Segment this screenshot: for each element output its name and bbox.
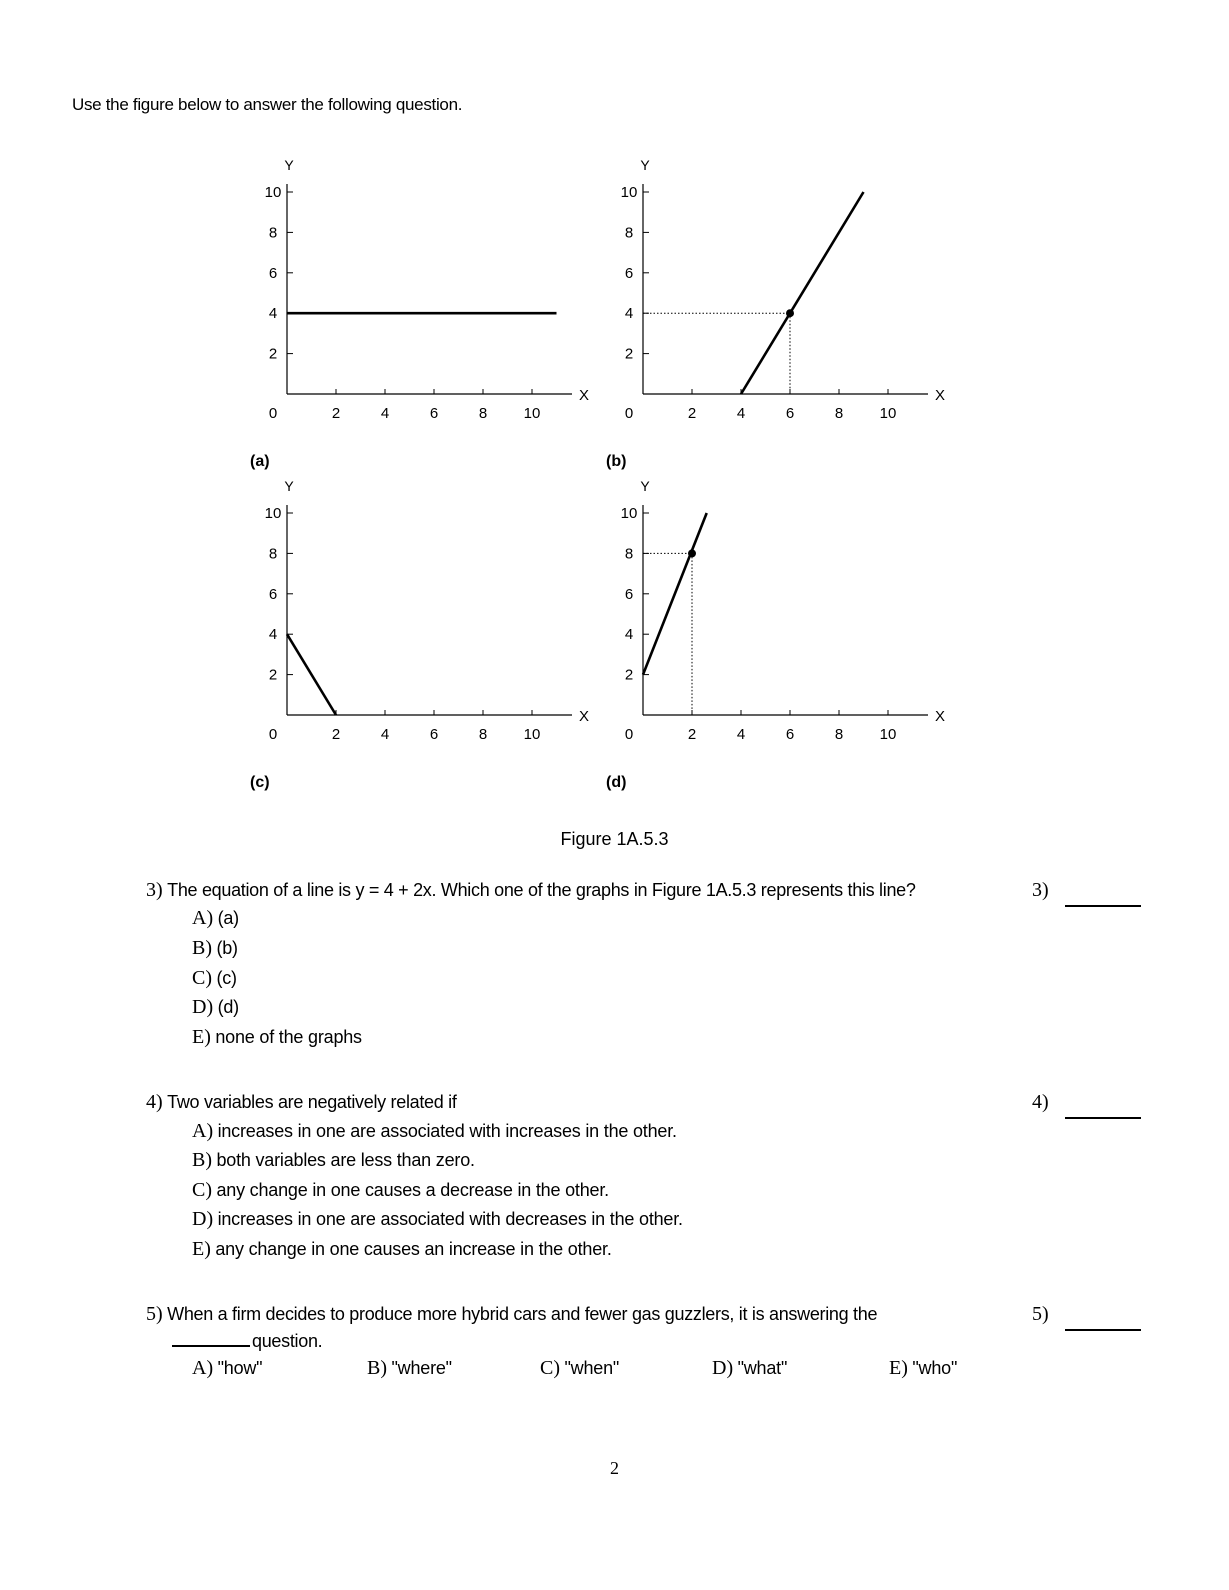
panel-label: (a) (250, 453, 270, 470)
option-a[interactable] (192, 1120, 677, 1143)
option-text: any change in one causes a decrease in the other. (216, 1180, 609, 1200)
option-letter: E) (192, 1026, 211, 1048)
x-tick-label: 8 (478, 405, 488, 422)
x-tick-label: 6 (429, 726, 439, 743)
y-tick-label: 8 (268, 224, 278, 242)
question-number: 4) (146, 1091, 163, 1113)
y-tick-label: 6 (624, 585, 634, 603)
option-text: increases in one are associated with decreases in the other. (217, 1209, 683, 1229)
x-tick-label: 6 (785, 726, 795, 743)
option-d[interactable] (192, 996, 239, 1019)
option-e[interactable] (889, 1357, 957, 1380)
y-tick-label: 4 (268, 305, 278, 323)
graph-panel-3 (250, 478, 589, 791)
option-letter: A) (192, 907, 214, 929)
x-tick-label: 4 (736, 405, 746, 422)
option-letter: B) (192, 1149, 212, 1171)
y-tick-label: 10 (264, 505, 282, 522)
y-tick-label: 8 (624, 545, 634, 563)
option-a[interactable] (192, 907, 239, 930)
x-axis-title: X (578, 387, 590, 404)
x-tick-label: 0 (268, 726, 278, 743)
graph-panel-1 (250, 157, 589, 470)
option-letter: D) (192, 996, 214, 1018)
option-letter: E) (889, 1357, 908, 1379)
y-tick-label: 4 (624, 305, 634, 323)
panel-label: (d) (606, 774, 627, 791)
answer-number: 5) (1032, 1303, 1049, 1325)
option-text: increases in one are associated with increases in the other. (217, 1121, 677, 1141)
answer-blank[interactable] (1065, 1329, 1141, 1331)
option-text: (a) (217, 908, 239, 928)
graph-panel-2 (606, 157, 945, 470)
highlight-point (688, 549, 696, 557)
highlight-point (786, 309, 794, 317)
option-letter: A) (192, 1357, 214, 1379)
option-text: "who" (912, 1358, 958, 1378)
option-c[interactable] (540, 1357, 619, 1380)
x-axis-title: X (934, 387, 946, 404)
series-line (741, 192, 864, 394)
y-tick-label: 6 (268, 264, 278, 282)
option-letter: B) (367, 1357, 387, 1379)
x-tick-label: 2 (687, 726, 697, 743)
question-number: 5) (146, 1303, 163, 1325)
option-a[interactable] (192, 1357, 262, 1380)
option-text: "when" (564, 1358, 620, 1378)
option-text: none of the graphs (215, 1027, 362, 1047)
option-text: "how" (217, 1358, 263, 1378)
option-letter: D) (712, 1357, 734, 1379)
x-tick-label: 10 (879, 405, 897, 422)
option-text: (d) (217, 997, 239, 1017)
series-line (287, 634, 336, 715)
answer-blank[interactable] (1065, 1117, 1141, 1119)
option-text: any change in one causes an increase in the other. (215, 1239, 612, 1259)
answer-number: 3) (1032, 879, 1049, 901)
option-letter: C) (192, 967, 212, 989)
y-tick-label: 4 (268, 626, 278, 644)
x-tick-label: 6 (429, 405, 439, 422)
x-tick-label: 10 (879, 726, 897, 743)
panel-label: (c) (250, 774, 270, 791)
x-tick-label: 4 (736, 726, 746, 743)
graph-panel-4 (606, 478, 945, 791)
y-tick-label: 2 (268, 345, 278, 363)
y-tick-label: 8 (624, 224, 634, 242)
x-tick-label: 4 (380, 726, 390, 743)
option-d[interactable] (192, 1208, 683, 1231)
y-tick-label: 6 (268, 585, 278, 603)
x-tick-label: 2 (331, 405, 341, 422)
option-d[interactable] (712, 1357, 787, 1380)
y-axis-title: Y (640, 157, 650, 173)
option-letter: E) (192, 1238, 211, 1260)
question-text-continued: question. (252, 1331, 323, 1351)
y-tick-label: 4 (624, 626, 634, 644)
x-tick-label: 6 (785, 405, 795, 422)
x-tick-label: 10 (523, 405, 541, 422)
panel-label: (b) (606, 453, 627, 470)
x-tick-label: 8 (834, 726, 844, 743)
x-tick-label: 8 (834, 405, 844, 422)
x-tick-label: 8 (478, 726, 488, 743)
option-e[interactable] (192, 1238, 612, 1261)
x-tick-label: 0 (624, 726, 634, 743)
series-line (643, 513, 707, 675)
option-letter: C) (192, 1179, 212, 1201)
x-tick-label: 0 (624, 405, 634, 422)
figure-caption: Figure 1A.5.3 (560, 829, 669, 849)
y-tick-label: 10 (620, 184, 638, 201)
question-text: The equation of a line is y = 4 + 2x. Which one of the graphs in Figure 1A.5.3 represents this line? (167, 880, 916, 900)
x-tick-label: 2 (331, 726, 341, 743)
question-number: 3) (146, 879, 163, 901)
option-b[interactable] (192, 1149, 475, 1172)
option-c[interactable] (192, 967, 237, 990)
question-text: Two variables are negatively related if (167, 1092, 457, 1112)
question-text: When a firm decides to produce more hybrid cars and fewer gas guzzlers, it is answering the (167, 1304, 878, 1324)
option-letter: A) (192, 1120, 214, 1142)
x-tick-label: 10 (523, 726, 541, 743)
y-axis-title: Y (284, 157, 294, 173)
option-letter: D) (192, 1208, 214, 1230)
y-tick-label: 10 (264, 184, 282, 201)
option-text: "what" (737, 1358, 788, 1378)
inline-answer-blank[interactable] (172, 1329, 250, 1347)
option-text: "where" (391, 1358, 452, 1378)
option-letter: B) (192, 937, 212, 959)
x-tick-label: 0 (268, 405, 278, 422)
x-axis-title: X (578, 708, 590, 725)
x-tick-label: 4 (380, 405, 390, 422)
answer-number: 4) (1032, 1091, 1049, 1113)
y-tick-label: 2 (624, 345, 634, 363)
option-b[interactable] (367, 1357, 452, 1380)
option-text: (c) (216, 968, 237, 988)
option-text: (b) (216, 938, 238, 958)
y-tick-label: 10 (620, 505, 638, 522)
option-b[interactable] (192, 937, 238, 960)
figure-1a-5-3 (240, 150, 960, 810)
answer-blank[interactable] (1065, 905, 1141, 907)
y-tick-label: 6 (624, 264, 634, 282)
page-number: 2 (610, 1458, 619, 1478)
option-letter: C) (540, 1357, 560, 1379)
y-axis-title: Y (284, 478, 294, 494)
x-axis-title: X (934, 708, 946, 725)
y-tick-label: 2 (268, 666, 278, 684)
option-text: both variables are less than zero. (216, 1150, 475, 1170)
y-tick-label: 2 (624, 666, 634, 684)
y-axis-title: Y (640, 478, 650, 494)
option-e[interactable] (192, 1026, 362, 1049)
option-c[interactable] (192, 1179, 609, 1202)
y-tick-label: 8 (268, 545, 278, 563)
x-tick-label: 2 (687, 405, 697, 422)
instruction-text: Use the figure below to answer the following question. (72, 95, 463, 114)
